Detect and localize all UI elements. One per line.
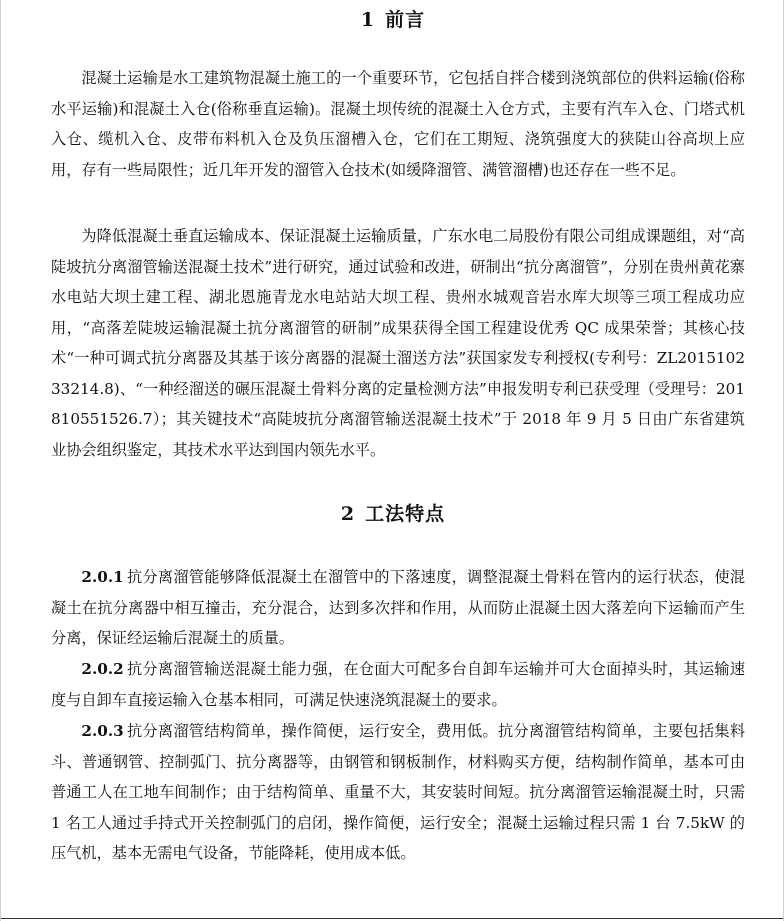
section-2-number: 2 [340,503,356,525]
section-2-title: 工法特点 [365,503,446,525]
bottom-divider [1,918,783,919]
item-number: 2.0.1 [81,568,124,586]
feature-item-2-0-2 [51,654,745,715]
item-text: 抗分离溜管结构简单，操作简便，运行安全，费用低。抗分离溜管结构简单，主要包括集料斗、普通钢管、控制弧门、抗分离器等，由钢管和钢板制作，材料购买方便，结构制作简单，基本可由普通工人在工地车间制作；由于结构简单、重量不大，其安装时间短。抗分离溜管运输混凝土时，只需 1 名工人通过手持式开关控制弧门的启闭，操作简便，运行安全；混凝土运输过程只需 1 台 7.5kW 的压气机，基本无需电气设备，节能降耗，使用成本低。 [51,722,745,862]
item-number: 2.0.3 [81,722,124,740]
section-1-paragraph-1: 混凝土运输是水工建筑物混凝土施工的一个重要环节，它包括自拌合楼到浇筑部位的供料运输(俗称水平运输)和混凝土入仓(俗称垂直运输)。混凝土坝传统的混凝土入仓方式，主要有汽车入仓、门塔式机入仓、缆机入仓、皮带布料机入仓及负压溜槽入仓，它们在工期短、浇筑强度大的狭陡山谷高坝上应用，存有一些局限性；近几年开发的溜管入仓技术(如缓降溜管、满管溜槽)也还存在一些不足。 [51,69,745,179]
item-number: 2.0.2 [81,660,124,678]
feature-item-2-0-3 [51,716,745,869]
section-1-heading [1,8,784,32]
section-1-paragraph-2: 为降低混凝土垂直运输成本、保证混凝土运输质量，广东水电二局股份有限公司组成课题组，对“高陡坡抗分离溜管输送混凝土技术”进行研究，通过试验和改进，研制出“抗分离溜管”，分别在贵州黄花寨水电站大坝土建工程、湖北恩施青龙水电站站大坝工程、贵州水城观音岩水库大坝等三项工程成功应用，“高落差陡坡运输混凝土抗分离溜管的研制”成果获得全国工程建设优秀 QC 成果荣誉；其核心技术“一种可调式抗分离器及其基于该分离器的混凝土溜送方法”获国家发专利授权(专利号：ZL201510233214.8)、“一种经溜送的碾压混凝土骨料分离的定量检测方法”申报发明专利已获受理（受理号：201810551526.7）；其关键技术“高陡坡抗分离溜管输送混凝土技术”于 2018 年 9 月 5 日由广东省建筑业协会组织鉴定，其技术水平达到国内领先水平。 [51,227,745,459]
feature-item-2-0-1 [51,562,745,654]
item-text: 抗分离溜管能够降低混凝土在溜管中的下落速度，调整混凝土骨料在管内的运行状态，使混凝土在抗分离器中相互撞击，充分混合，达到多次拌和作用，从而防止混凝土因大落差向下运输而产生分离，保证经运输后混凝土的质量。 [51,568,745,647]
section-1-number: 1 [360,9,376,31]
section-2-heading [1,502,784,526]
section-1-title: 前言 [385,9,426,31]
item-text: 抗分离溜管输送混凝土能力强，在仓面大可配多台自卸车运输并可大仓面掉头时，其运输速度与自卸车直接运输入仓基本相同，可满足快速浇筑混凝土的要求。 [51,660,745,709]
